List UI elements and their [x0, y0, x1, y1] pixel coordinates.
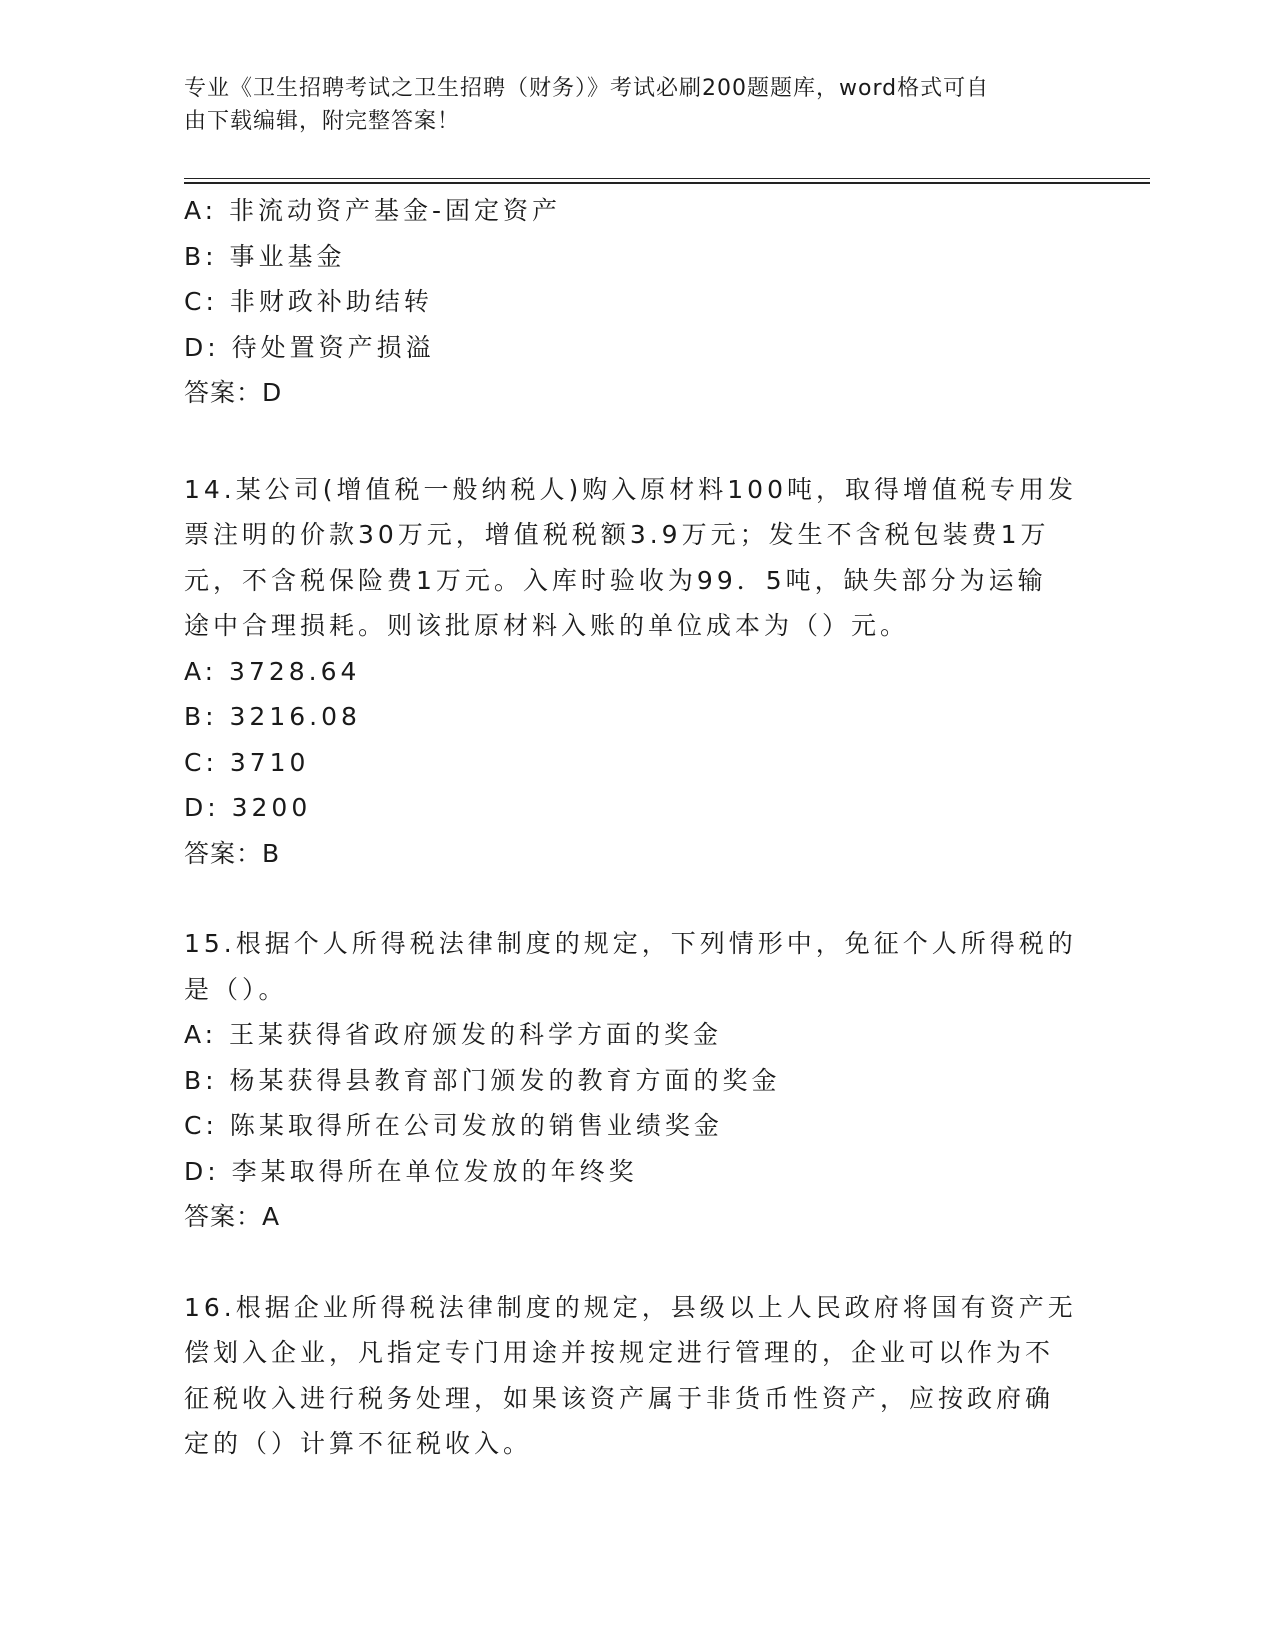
option-d: D: 李某取得所在单位发放的年终奖 [184, 1156, 638, 1186]
option-d: D: 待处置资产损溢 [184, 332, 435, 362]
question-14 [184, 467, 1084, 877]
option-a: A: 3728.64 [184, 656, 361, 686]
question-text-line: 是（）。 [184, 974, 288, 1004]
question-text-line: 途中合理损耗。则该批原材料入账的单位成本为（）元。 [184, 611, 910, 640]
header-divider-thin [184, 178, 1150, 179]
question-13-continuation [184, 188, 1084, 416]
answer-line: 答案：D [184, 378, 283, 407]
option-a: A: 王某获得省政府颁发的科学方面的奖金 [184, 1020, 723, 1049]
option-d: D: 3200 [184, 793, 312, 822]
option-b: B: 事业基金 [184, 241, 346, 271]
document-header [184, 72, 1064, 138]
answer-line: 答案：B [184, 838, 281, 868]
question-text-line: 定的（）计算不征税收入。 [184, 1429, 533, 1458]
document-body [184, 188, 1084, 1467]
option-b: B: 杨某获得县教育部门颁发的教育方面的奖金 [184, 1065, 781, 1095]
answer-line: 答案：A [184, 1202, 281, 1231]
header-line-2: 由下载编辑，附完整答案！ [184, 109, 461, 134]
question-16 [184, 1285, 1084, 1467]
option-b: B: 3216.08 [184, 702, 361, 731]
question-text-line: 14.某公司(增值税一般纳税人)购入原材料100吨，取得增值税专用发 [184, 474, 1077, 504]
question-text-line: 票注明的价款30万元，增值税税额3.9万元；发生不含税包装费1万 [184, 520, 1050, 549]
question-text-line: 元，不含税保险费1万元。入库时验收为99．5吨，缺失部分为运输 [184, 565, 1047, 595]
option-c: C: 陈某取得所在公司发放的销售业绩奖金 [184, 1111, 723, 1140]
question-15 [184, 921, 1084, 1240]
question-text-line: 15.根据个人所得税法律制度的规定，下列情形中，免征个人所得税的 [184, 929, 1077, 958]
option-c: C: 非财政补助结转 [184, 287, 433, 316]
question-text-line: 16.根据企业所得税法律制度的规定，县级以上人民政府将国有资产无 [184, 1292, 1077, 1322]
header-line-1: 专业《卫生招聘考试之卫生招聘（财务）》考试必刷200题题库，word格式可自 [184, 76, 990, 101]
option-c: C: 3710 [184, 747, 310, 777]
header-divider-thick [184, 182, 1150, 184]
question-text-line: 偿划入企业，凡指定专门用途并按规定进行管理的，企业可以作为不 [184, 1338, 1055, 1367]
option-a: A: 非流动资产基金-固定资产 [184, 196, 562, 225]
question-text-line: 征税收入进行税务处理，如果该资产属于非货币性资产，应按政府确 [184, 1383, 1055, 1413]
